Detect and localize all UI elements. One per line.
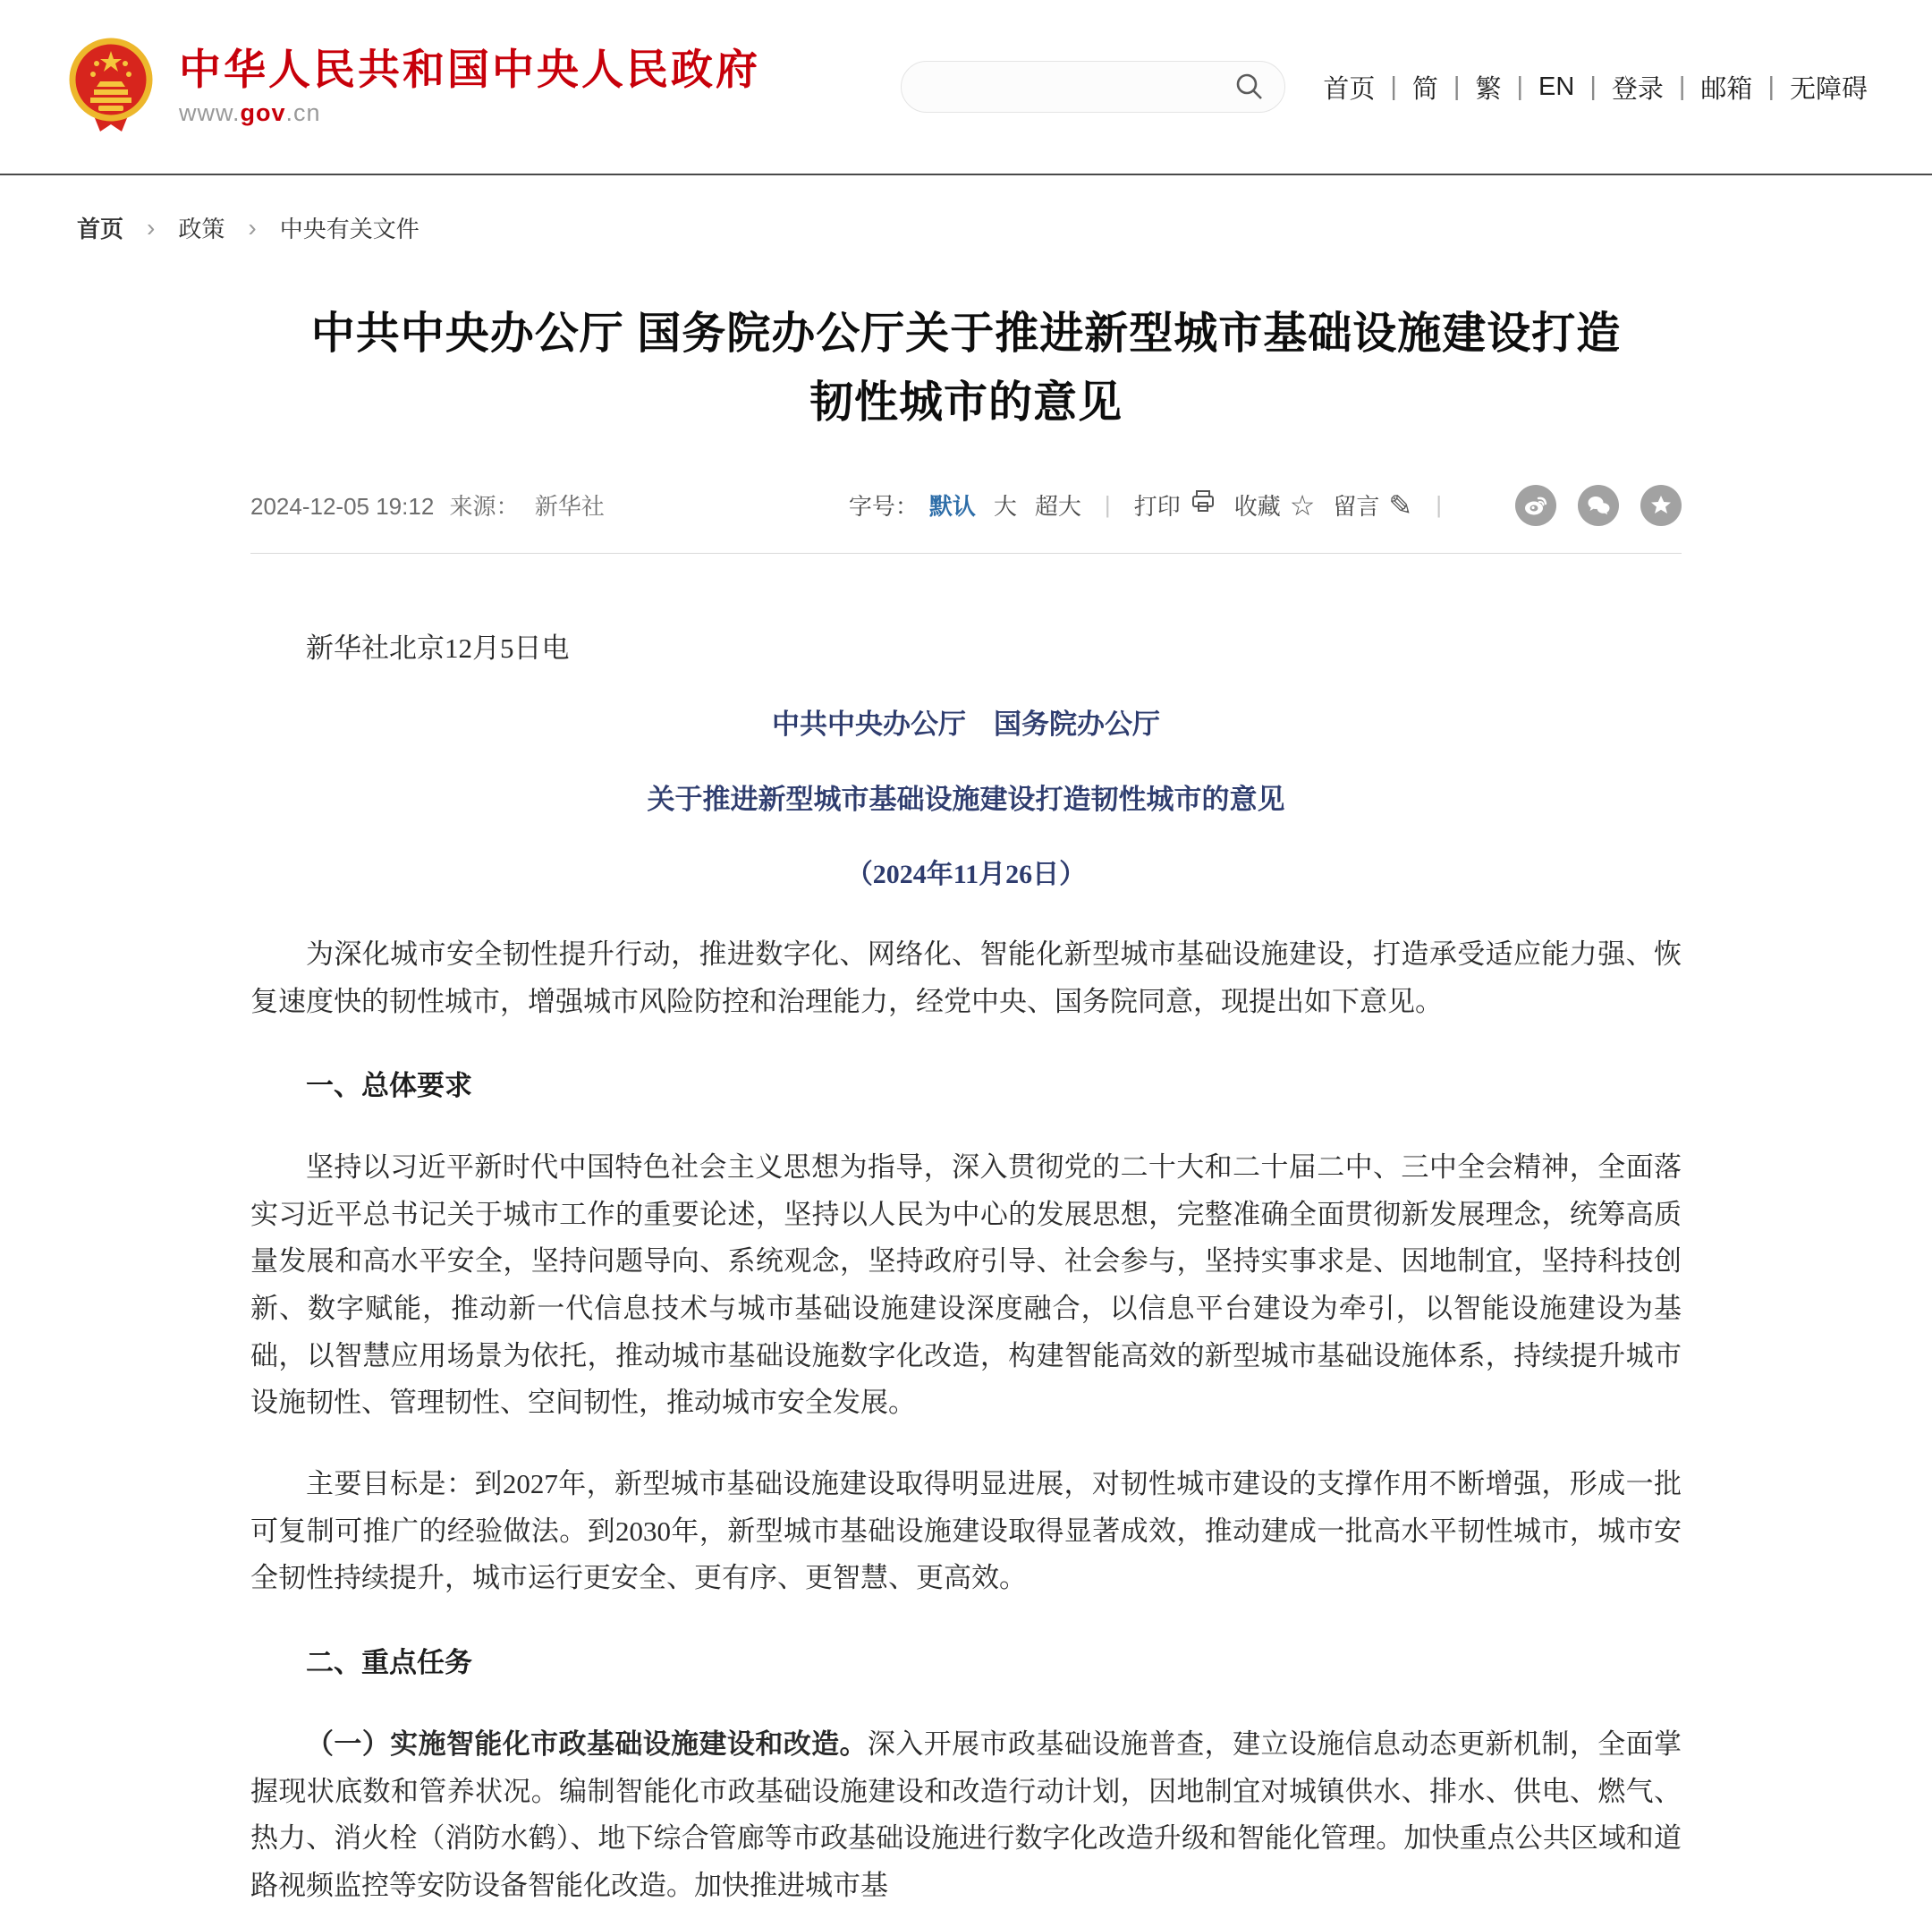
font-size-label: 字号： [848, 493, 919, 521]
nav-mail[interactable]: 邮箱 [1700, 74, 1753, 104]
toolbar-separator: | [1436, 491, 1442, 519]
source-label: 来源： [449, 493, 520, 521]
article [250, 300, 1682, 1910]
article-dateline: 新华社北京12月5日电 [306, 632, 570, 664]
site-url: www.gov.cn [179, 99, 321, 127]
search-input[interactable] [919, 72, 1233, 102]
meta-divider [250, 553, 1682, 554]
nav-separator: | [1589, 72, 1597, 101]
share-group [1515, 485, 1682, 526]
source-value: 新华社 [534, 493, 605, 521]
site-header [0, 0, 1932, 175]
wechat-share-icon[interactable] [1578, 485, 1619, 526]
print-button[interactable]: 打印 [1133, 493, 1181, 521]
paragraph-task-1-rest: 深入开展市政基础设施普查，建立设施信息动态更新机制，全面掌握现状底数和管养状况。编制智能化市政基础设施建设和改造行动计划，因地制宜对城镇供水、排水、供电、燃气、热力、消火栓（消防水鹤）、地下综合管廊等市政基础设施进行数字化改造升级和智能化管理。加快重点公共区域和道路视频监控等安防设备智能化改造。加快推进城市基 [250, 1727, 1682, 1901]
article-meta [250, 488, 614, 522]
page-title: 中共中央办公厅 国务院办公厅关于推进新型城市基础设施建设打造韧性城市的意见 [310, 310, 1622, 428]
toolbar-separator: | [1104, 491, 1111, 519]
star-outline-icon[interactable]: ☆ [1289, 488, 1316, 522]
site-logo[interactable] [66, 37, 760, 137]
font-size-large-button[interactable]: 大 [993, 493, 1017, 521]
publish-datetime: 2024-12-05 19:12 [250, 493, 435, 521]
breadcrumb-separator: › [248, 213, 257, 242]
breadcrumb [0, 175, 1932, 244]
doc-heading-title: 关于推进新型城市基础设施建设打造韧性城市的意见 [647, 784, 1285, 816]
nav-separator: | [1767, 72, 1775, 101]
top-nav [1323, 69, 1868, 106]
nav-english[interactable]: EN [1538, 72, 1575, 101]
doc-heading-date: （2024年11月26日） [845, 859, 1087, 889]
favorite-button[interactable]: 收藏 [1233, 493, 1281, 521]
nav-simplified[interactable]: 简 [1411, 74, 1438, 104]
star-share-icon[interactable] [1640, 485, 1682, 526]
nav-separator: | [1678, 72, 1686, 101]
article-body [250, 625, 1682, 1910]
paragraph-guiding-principles: 坚持以习近平新时代中国特色社会主义思想为指导，深入贯彻党的二十大和二十届二中、三中全会精神，全面落实习近平总书记关于城市工作的重要论述，坚持以人民为中心的发展思想，完整准确全面贯彻新发展理念，统筹高质量发展和高水平安全，坚持问题导向、系统观念，坚持政府引导、社会参与，坚持实事求是、因地制宜，坚持科技创新、数字赋能，推动新一代信息技术与城市基础设施建设深度融合，以信息平台建设为牵引，以智能设施建设为基础，以智慧应用场景为依托，推动城市基础设施数字化改造，构建智能高效的新型城市基础设施体系，持续提升城市设施韧性、管理韧性、空间韧性，推动城市安全发展。 [250, 1150, 1682, 1419]
nav-separator: | [1453, 72, 1461, 101]
section-heading-2: 二、重点任务 [306, 1647, 472, 1679]
national-emblem-icon [66, 37, 156, 137]
paragraph-main-goals: 主要目标是：到2027年，新型城市基础设施建设取得明显进展，对韧性城市建设的支撑作用不断增强，形成一批可复制可推广的经验做法。到2030年，新型城市基础设施建设取得显著成效，推动建成一批高水平韧性城市，城市安全韧性持续提升，城市运行更安全、更有序、更智慧、更高效。 [250, 1468, 1682, 1594]
breadcrumb-central-documents[interactable]: 中央有关文件 [279, 216, 419, 242]
site-identity [179, 47, 760, 128]
paragraph-task-1-lead: （一）实施智能化市政基础设施建设和改造。 [306, 1727, 868, 1760]
breadcrumb-policy[interactable]: 政策 [178, 216, 225, 242]
nav-login[interactable]: 登录 [1611, 74, 1664, 104]
nav-home[interactable]: 首页 [1323, 74, 1376, 104]
font-size-default-button[interactable]: 默认 [928, 493, 976, 521]
font-size-xlarge-button[interactable]: 超大 [1034, 493, 1081, 521]
nav-separator: | [1516, 72, 1524, 101]
paragraph-intro: 为深化城市安全韧性提升行动，推进数字化、网络化、智能化新型城市基础设施建设，打造承受适应能力强、恢复速度快的韧性城市，增强城市风险防控和治理能力，经党中央、国务院同意，现提出如下意见。 [250, 938, 1682, 1017]
article-toolbar [849, 488, 1465, 522]
section-heading-1: 一、总体要求 [306, 1070, 472, 1102]
doc-heading-org: 中共中央办公厅 国务院办公厅 [772, 708, 1160, 740]
nav-accessibility[interactable]: 无障碍 [1789, 74, 1868, 104]
paragraph-task-1 [250, 1721, 1682, 1910]
nav-traditional[interactable]: 繁 [1475, 74, 1502, 104]
search-box[interactable] [901, 61, 1285, 113]
nav-separator: | [1390, 72, 1397, 101]
site-title: 中华人民共和国中央人民政府 [179, 45, 760, 93]
weibo-share-icon[interactable] [1515, 485, 1556, 526]
breadcrumb-separator: › [147, 213, 156, 242]
search-icon[interactable] [1233, 70, 1267, 104]
breadcrumb-home[interactable]: 首页 [77, 216, 124, 242]
article-meta-row [250, 485, 1682, 526]
comment-button[interactable]: 留言 [1333, 493, 1380, 521]
printer-icon[interactable] [1190, 488, 1216, 522]
pencil-icon[interactable]: ✎ [1388, 488, 1413, 522]
